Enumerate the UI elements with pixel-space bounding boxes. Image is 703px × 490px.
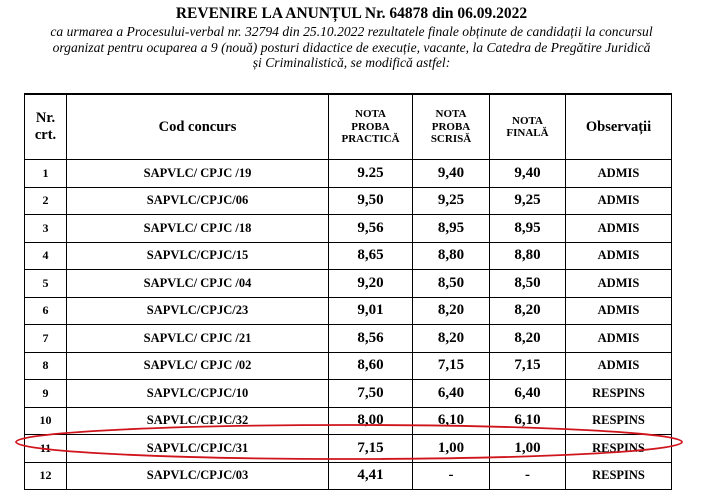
row-nota-scrisa: 8,95 bbox=[413, 215, 490, 243]
row-observatii: ADMIS bbox=[566, 297, 672, 325]
row-nota-finala: 8,20 bbox=[490, 297, 566, 325]
row-nota-practica: 8,60 bbox=[329, 352, 413, 380]
row-observatii: RESPINS bbox=[566, 435, 672, 463]
row-nota-finala: 6,40 bbox=[490, 380, 566, 408]
intro-line: ca urmarea a Procesului-verbal nr. 32794 din 25.10.2022 rezultatele finale obținute de candidații la concursul bbox=[50, 24, 653, 39]
row-cod-concurs: SAPVLC/ CPJC /18 bbox=[67, 215, 329, 243]
intro-line: și Criminalistică, se modifică astfel: bbox=[252, 55, 451, 70]
row-nota-scrisa: 8,50 bbox=[413, 270, 490, 298]
table-row bbox=[25, 297, 672, 325]
row-number: 10 bbox=[25, 407, 67, 435]
row-observatii: ADMIS bbox=[566, 160, 672, 188]
table-row bbox=[25, 352, 672, 380]
row-nota-practica: 7,15 bbox=[329, 435, 413, 463]
row-nota-finala: 9,40 bbox=[490, 160, 566, 188]
table-row bbox=[25, 325, 672, 353]
row-nota-scrisa: 8,20 bbox=[413, 325, 490, 353]
row-nota-scrisa: 1,00 bbox=[413, 435, 490, 463]
row-nota-practica: 8,65 bbox=[329, 242, 413, 270]
table-row bbox=[25, 270, 672, 298]
intro-line: organizat pentru ocuparea a 9 (nouă) posturi didactice de execuție, vacante, la Catedra de Pregătire Juridică bbox=[52, 39, 651, 55]
results-table bbox=[24, 93, 672, 490]
row-number: 11 bbox=[25, 435, 67, 463]
table-row bbox=[25, 187, 672, 215]
document-title: REVENIRE LA ANUNȚUL Nr. 64878 din 06.09.2022 bbox=[175, 5, 528, 22]
table-row bbox=[25, 462, 672, 490]
row-cod-concurs: SAPVLC/CPJC/06 bbox=[67, 187, 329, 215]
table-row bbox=[25, 380, 672, 408]
row-observatii: ADMIS bbox=[566, 325, 672, 353]
row-observatii: RESPINS bbox=[566, 407, 672, 435]
row-observatii: RESPINS bbox=[566, 462, 672, 490]
row-number: 3 bbox=[25, 215, 67, 243]
row-nota-finala: 8,50 bbox=[490, 270, 566, 298]
row-number: 2 bbox=[25, 187, 67, 215]
row-nota-practica: 8,56 bbox=[329, 325, 413, 353]
row-nota-finala: 9,25 bbox=[490, 187, 566, 215]
row-nota-practica: 9,50 bbox=[329, 187, 413, 215]
header-nota-practica: NOTA PROBA PRACTICĂ bbox=[329, 94, 413, 160]
header-cod-concurs: Cod concurs bbox=[67, 94, 329, 160]
row-cod-concurs: SAPVLC/ CPJC /19 bbox=[67, 160, 329, 188]
row-observatii: ADMIS bbox=[566, 187, 672, 215]
row-number: 7 bbox=[25, 325, 67, 353]
row-nota-finala: 8,80 bbox=[490, 242, 566, 270]
table-row bbox=[25, 215, 672, 243]
header-nota-scrisa: NOTA PROBA SCRISĂ bbox=[413, 94, 490, 160]
row-number: 12 bbox=[25, 462, 67, 490]
row-observatii: ADMIS bbox=[566, 215, 672, 243]
table-row bbox=[25, 435, 672, 463]
row-number: 9 bbox=[25, 380, 67, 408]
row-cod-concurs: SAPVLC/CPJC/32 bbox=[67, 407, 329, 435]
table-row bbox=[25, 242, 672, 270]
row-nota-scrisa: 6,10 bbox=[413, 407, 490, 435]
row-nota-practica: 9,01 bbox=[329, 297, 413, 325]
row-nota-finala: 8,20 bbox=[490, 325, 566, 353]
row-cod-concurs: SAPVLC/ CPJC /02 bbox=[67, 352, 329, 380]
row-number: 5 bbox=[25, 270, 67, 298]
row-cod-concurs: SAPVLC/CPJC/10 bbox=[67, 380, 329, 408]
row-nota-practica: 8,00 bbox=[329, 407, 413, 435]
row-observatii: ADMIS bbox=[566, 352, 672, 380]
row-nota-scrisa: 7,15 bbox=[413, 352, 490, 380]
row-nota-scrisa: 9,25 bbox=[413, 187, 490, 215]
row-cod-concurs: SAPVLC/ CPJC /21 bbox=[67, 325, 329, 353]
row-nota-scrisa: 9,40 bbox=[413, 160, 490, 188]
row-nota-scrisa: 8,20 bbox=[413, 297, 490, 325]
row-cod-concurs: SAPVLC/CPJC/15 bbox=[67, 242, 329, 270]
table-row bbox=[25, 160, 672, 188]
row-nota-scrisa: 8,80 bbox=[413, 242, 490, 270]
row-nota-finala: 6,10 bbox=[490, 407, 566, 435]
row-nota-scrisa: 6,40 bbox=[413, 380, 490, 408]
row-cod-concurs: SAPVLC/ CPJC /04 bbox=[67, 270, 329, 298]
table-row bbox=[25, 407, 672, 435]
row-cod-concurs: SAPVLC/CPJC/03 bbox=[67, 462, 329, 490]
row-observatii: ADMIS bbox=[566, 242, 672, 270]
row-cod-concurs: SAPVLC/CPJC/31 bbox=[67, 435, 329, 463]
row-number: 6 bbox=[25, 297, 67, 325]
document-intro bbox=[4, 24, 699, 71]
row-nota-scrisa: - bbox=[413, 462, 490, 490]
row-nota-finala: 1,00 bbox=[490, 435, 566, 463]
row-observatii: ADMIS bbox=[566, 270, 672, 298]
header-observatii: Observații bbox=[566, 94, 672, 160]
row-nota-practica: 4,41 bbox=[329, 462, 413, 490]
row-nota-practica: 9.25 bbox=[329, 160, 413, 188]
row-number: 4 bbox=[25, 242, 67, 270]
header-nr-crt: Nr. crt. bbox=[25, 94, 67, 160]
table-header-row bbox=[25, 94, 672, 160]
row-nota-practica: 7,50 bbox=[329, 380, 413, 408]
row-nota-practica: 9,56 bbox=[329, 215, 413, 243]
row-nota-finala: 8,95 bbox=[490, 215, 566, 243]
header-nota-finala: NOTA FINALĂ bbox=[490, 94, 566, 160]
row-number: 1 bbox=[25, 160, 67, 188]
row-cod-concurs: SAPVLC/CPJC/23 bbox=[67, 297, 329, 325]
row-nota-finala: - bbox=[490, 462, 566, 490]
row-nota-practica: 9,20 bbox=[329, 270, 413, 298]
row-nota-finala: 7,15 bbox=[490, 352, 566, 380]
row-number: 8 bbox=[25, 352, 67, 380]
row-observatii: RESPINS bbox=[566, 380, 672, 408]
